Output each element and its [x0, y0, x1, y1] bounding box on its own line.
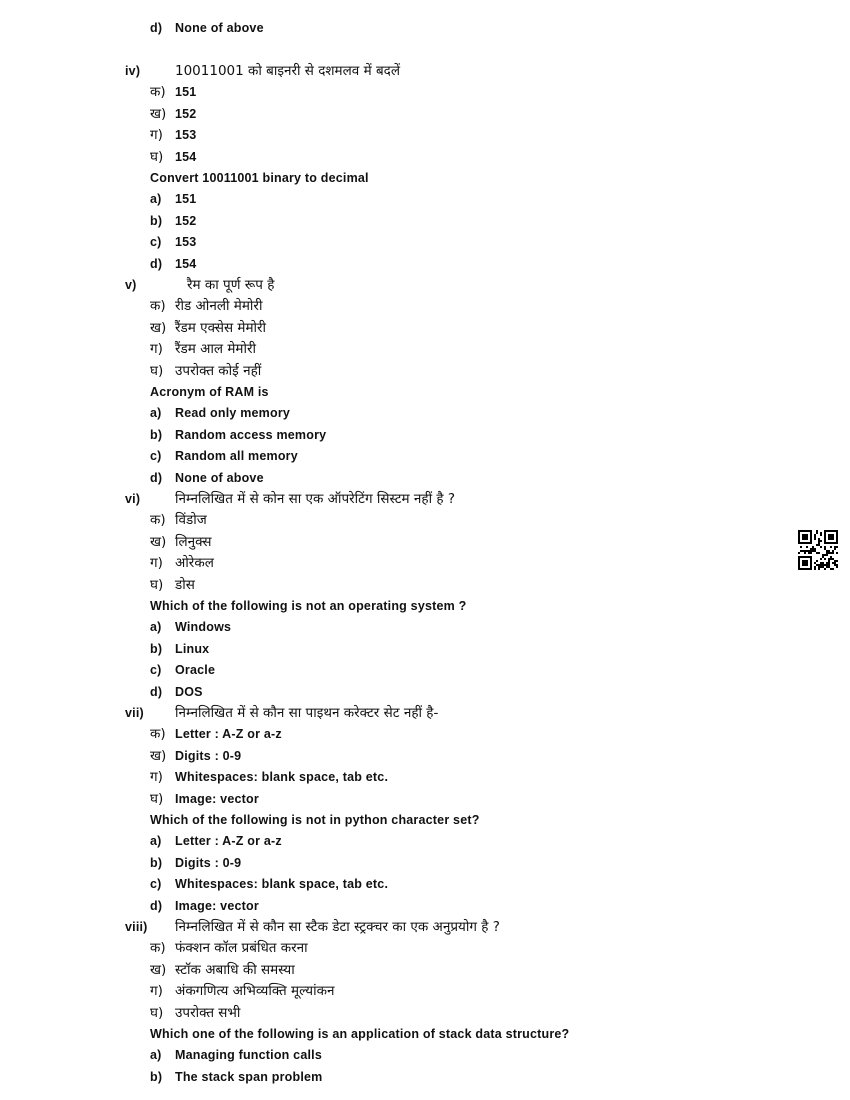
option-marker: c) [150, 877, 162, 892]
option-text: विंडोज [175, 512, 207, 529]
option-text: 154 [175, 149, 197, 164]
qr-module [826, 550, 828, 552]
option-marker: ग) [150, 341, 163, 358]
option-text: Letter : A-Z or a-z [175, 727, 282, 742]
qr-module [824, 558, 826, 560]
qr-module [822, 566, 824, 568]
option-text: The stack span problem [175, 1069, 323, 1084]
option-text: ओरेकल [175, 555, 214, 572]
qr-module [830, 556, 832, 558]
qr-module [834, 548, 836, 550]
option-text: रीड ओनली मेमोरी [175, 298, 263, 315]
option-marker: d) [150, 684, 163, 699]
qr-module [806, 550, 808, 552]
qr-module [812, 546, 814, 548]
qr-module [836, 546, 838, 548]
qr-module [814, 562, 816, 564]
qr-module [824, 548, 826, 550]
option-marker: c) [150, 235, 162, 250]
qr-module [820, 558, 822, 560]
option-text: 154 [175, 256, 197, 271]
qr-module [814, 536, 816, 538]
qr-module [806, 546, 808, 548]
qr-module [822, 554, 824, 556]
qr-module [818, 564, 820, 566]
qr-module [828, 558, 830, 560]
option-marker: b) [150, 1069, 163, 1084]
option-marker: b) [150, 213, 163, 228]
option-text: DOS [175, 684, 203, 699]
question-text: Which of the following is not an operating system ? [150, 599, 467, 613]
qr-module [814, 538, 816, 540]
option-marker: क) [150, 726, 166, 743]
qr-module [820, 564, 822, 566]
qr-module [808, 552, 810, 554]
option-marker: c) [150, 449, 162, 464]
option-marker: क) [150, 84, 166, 101]
qr-module [830, 558, 832, 560]
option-text: फंक्शन कॉल प्रबंधित करना [175, 940, 308, 957]
qr-module [802, 534, 808, 540]
option-text: 152 [175, 106, 197, 121]
qr-module [816, 564, 818, 566]
qr-module [828, 534, 834, 540]
qr-module [800, 550, 802, 552]
qr-module [832, 568, 834, 570]
qr-code [798, 530, 838, 570]
qr-module [814, 534, 816, 536]
qr-module [830, 546, 832, 548]
qr-module [826, 552, 828, 554]
option-marker: d) [150, 256, 163, 271]
option-text: 151 [175, 192, 197, 207]
option-marker: b) [150, 641, 163, 656]
qr-module [830, 568, 832, 570]
qr-module [826, 566, 828, 568]
question-number: iv) [125, 64, 141, 78]
option-marker: घ) [150, 576, 164, 593]
qr-module [816, 544, 818, 546]
qr-module [814, 550, 816, 552]
option-text: Image: vector [175, 898, 259, 913]
option-marker: a) [150, 1048, 162, 1063]
qr-module [822, 564, 824, 566]
qr-module [832, 550, 834, 552]
question-number: v) [125, 278, 137, 292]
question-number: vi) [125, 492, 141, 506]
qr-module [834, 564, 836, 566]
qr-module [826, 554, 828, 556]
option-text: उपरोक्त सभी [175, 1004, 241, 1021]
question-text: निम्नलिखित में से कौन सा स्टैक डेटा स्ट्रक्चर का एक अनुप्रयोग है ? [175, 919, 500, 935]
qr-module [824, 564, 826, 566]
qr-module [830, 552, 832, 554]
option-marker: घ) [150, 362, 164, 379]
qr-module [820, 534, 822, 536]
option-marker: ग) [150, 555, 163, 572]
qr-module [822, 562, 824, 564]
qr-module [828, 564, 830, 566]
option-text: Linux [175, 641, 210, 656]
qr-module [834, 546, 836, 548]
option-text: डोस [175, 576, 195, 593]
option-marker: a) [150, 406, 162, 421]
option-marker: ख) [150, 319, 167, 336]
qr-module [828, 552, 830, 554]
qr-module [798, 552, 800, 554]
option-marker: a) [150, 620, 162, 635]
option-text: लिनुक्स [175, 533, 212, 550]
option-text: Oracle [175, 663, 216, 678]
question-text: रैम का पूर्ण रूप है [187, 277, 275, 293]
qr-module [824, 568, 826, 570]
qr-module [818, 542, 820, 544]
qr-module [814, 568, 816, 570]
qr-module [820, 562, 822, 564]
option-text: Whitespaces: blank space, tab etc. [175, 770, 389, 785]
option-text: रैंडम आल मेमोरी [175, 341, 257, 358]
qr-module [816, 552, 818, 554]
question-text: Acronym of RAM is [150, 385, 269, 399]
qr-module [832, 552, 834, 554]
question-text: Which one of the following is an application of stack data structure? [150, 1027, 570, 1041]
option-marker: ग) [150, 983, 163, 1000]
option-marker: d) [150, 21, 163, 35]
qr-module [802, 550, 804, 552]
option-text: अंकगणित्य अभिव्यक्ति मूल्यांकन [175, 983, 335, 1000]
option-text: Digits : 0-9 [175, 748, 242, 763]
qr-module [828, 562, 830, 564]
option-marker: ख) [150, 105, 167, 122]
qr-module [808, 550, 810, 552]
qr-module [826, 564, 828, 566]
qr-module [810, 548, 812, 550]
qr-module [816, 530, 818, 532]
qr-module [816, 560, 818, 562]
option-text: 153 [175, 128, 197, 143]
option-text: Random access memory [175, 427, 327, 442]
question-text: निम्नलिखित में से कोन सा एक ऑपरेटिंग सिस्टम नहीं है ? [175, 491, 455, 507]
question-text: Convert 10011001 binary to decimal [150, 171, 369, 185]
option-text: 153 [175, 235, 197, 250]
qr-module [804, 550, 806, 552]
qr-module [820, 532, 822, 534]
question-text: Which of the following is not in python character set? [150, 813, 480, 827]
option-text: 152 [175, 213, 197, 228]
option-marker: b) [150, 427, 163, 442]
qr-module [814, 566, 816, 568]
qr-module [832, 562, 834, 564]
qr-module [820, 540, 822, 542]
qr-module [800, 546, 802, 548]
option-text: रैंडम एक्सेस मेमोरी [175, 319, 267, 336]
qr-module [802, 560, 808, 566]
qr-module [834, 560, 836, 562]
option-marker: ग) [150, 769, 163, 786]
qr-module [820, 546, 822, 548]
question-text: 10011001 को बाइनरी से दशमलव में बदलें [175, 63, 400, 79]
option-marker: क) [150, 940, 166, 957]
option-text: Whitespaces: blank space, tab etc. [175, 877, 389, 892]
option-marker: ख) [150, 747, 167, 764]
qr-module [812, 548, 814, 550]
option-marker: क) [150, 298, 166, 315]
qr-module [812, 550, 814, 552]
option-marker: घ) [150, 790, 164, 807]
qr-module [828, 560, 830, 562]
qr-module [836, 560, 838, 562]
option-marker: घ) [150, 1004, 164, 1021]
option-text: Random all memory [175, 449, 298, 464]
option-text: None of above [175, 21, 264, 35]
qr-module [834, 562, 836, 564]
option-marker: d) [150, 898, 163, 913]
qr-module [818, 540, 820, 542]
qr-module [828, 566, 830, 568]
option-marker: ख) [150, 533, 167, 550]
question-number: vii) [125, 706, 144, 720]
option-marker: b) [150, 855, 163, 870]
option-marker: d) [150, 470, 163, 485]
option-text: Managing function calls [175, 1048, 322, 1063]
qr-module [828, 550, 830, 552]
option-marker: घ) [150, 148, 164, 165]
qr-module [832, 558, 834, 560]
option-text: None of above [175, 470, 264, 485]
qr-module [814, 548, 816, 550]
qr-module [818, 544, 820, 546]
qr-module [818, 552, 820, 554]
qr-module [824, 554, 826, 556]
qr-module [836, 552, 838, 554]
qr-module [824, 546, 826, 548]
option-marker: ख) [150, 961, 167, 978]
qr-module [810, 550, 812, 552]
option-marker: क) [150, 512, 166, 529]
qr-module [826, 562, 828, 564]
qr-module [810, 552, 812, 554]
option-text: Digits : 0-9 [175, 855, 242, 870]
option-text: स्टॉक अबाधि की समस्या [175, 961, 295, 978]
option-text: Letter : A-Z or a-z [175, 834, 282, 849]
qr-module [818, 568, 820, 570]
option-text: उपरोक्त कोई नहीं [175, 362, 262, 379]
qr-module [822, 556, 824, 558]
option-text: Image: vector [175, 791, 259, 806]
question-number: viii) [125, 920, 148, 934]
qr-module [818, 566, 820, 568]
option-marker: a) [150, 834, 162, 849]
qr-module [820, 566, 822, 568]
option-marker: ग) [150, 127, 163, 144]
qr-module [816, 532, 818, 534]
option-text: Windows [175, 620, 232, 635]
qr-module [804, 552, 806, 554]
qr-module [836, 564, 838, 566]
option-text: Read only memory [175, 406, 291, 421]
option-marker: a) [150, 192, 162, 207]
qr-module [836, 566, 838, 568]
question-text: निम्नलिखित में से कौन सा पाइथन करेक्टर सेट नहीं है- [175, 705, 439, 721]
qr-module [818, 538, 820, 540]
option-marker: c) [150, 663, 162, 678]
option-text: 151 [175, 85, 197, 100]
